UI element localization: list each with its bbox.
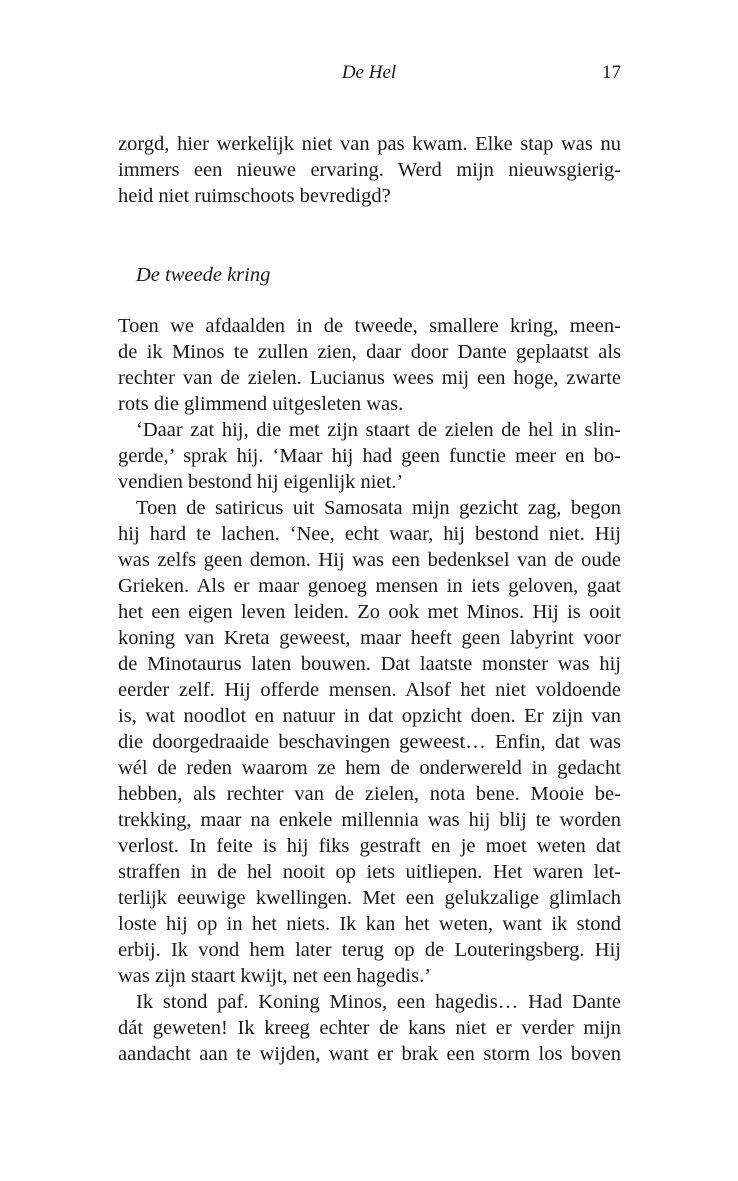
running-title: De Hel — [341, 62, 397, 83]
text-line: ‘Daar zat hij, die met zijn staart de zielen de hel in slin- — [136, 419, 621, 441]
text-line: dát geweten! Ik kreeg echter de kans niet er verder mijn — [118, 1017, 621, 1039]
continuation-paragraph — [118, 131, 621, 209]
text-line: aandacht aan te wijden, want er brak een storm los boven — [118, 1043, 621, 1065]
text-line: zorgd, hier werkelijk niet van pas kwam. Elke stap was nu — [118, 133, 621, 155]
text-line: Toen we afdaalden in de tweede, smallere kring, meen- — [118, 315, 621, 337]
text-line: Grieken. Als er maar genoeg mensen in iets geloven, gaat — [118, 575, 621, 597]
text-line: hij hard te lachen. ‘Nee, echt waar, hij bestond niet. Hij — [118, 523, 621, 545]
page-number: 17 — [602, 62, 621, 83]
text-line: wél de reden waarom ze hem de onderwereld in gedacht — [118, 757, 621, 779]
text-line: immers een nieuwe ervaring. Werd mijn nieuwsgierig- — [118, 159, 621, 181]
text-line: die doorgedraaide beschavingen geweest… Enfin, dat was — [118, 731, 621, 753]
text-line: loste hij op in het niets. Ik kan het weten, want ik stond — [118, 913, 621, 935]
text-line: terlijk eeuwige kwellingen. Met een gelukzalige glimlach — [118, 887, 621, 909]
text-line: was zelfs geen demon. Hij was een bedenksel van de oude — [118, 549, 621, 571]
paragraph — [118, 989, 621, 1067]
section-body — [118, 313, 621, 1067]
text-line: eerder zelf. Hij offerde mensen. Alsof het niet voldoende — [118, 679, 621, 701]
text-line: de Minotaurus laten bouwen. Dat laatste monster was hij — [118, 653, 621, 675]
text-line: verlost. In feite is hij fiks gestraft en je moet weten dat — [118, 835, 621, 857]
section-heading: De tweede kring — [136, 264, 271, 286]
text-line: straffen in de hel nooit op iets uitliepen. Het waren let- — [118, 861, 621, 883]
text-line: gerde,’ sprak hij. ‘Maar hij had geen functie meer en bo- — [118, 445, 621, 467]
text-line: is, wat noodlot en natuur in dat opzicht doen. Er zijn van — [118, 705, 621, 727]
text-line: het een eigen leven leiden. Zo ook met Minos. Hij is ooit — [118, 601, 621, 623]
text-line: koning van Kreta geweest, maar heeft geen labyrint voor — [118, 627, 621, 649]
paragraph — [118, 495, 621, 989]
text-line: rots die glimmend uitgesleten was. — [118, 393, 404, 415]
text-line: vendien bestond hij eigenlijk niet.’ — [118, 471, 404, 493]
paragraph — [118, 417, 621, 495]
text-line: Toen de satiricus uit Samosata mijn gezicht zag, begon — [136, 497, 621, 519]
text-line: heid niet ruimschoots bevredigd? — [118, 185, 391, 207]
text-line: trekking, maar na enkele millennia was hij blij te worden — [118, 809, 621, 831]
text-line: rechter van de zielen. Lucianus wees mij een hoge, zwarte — [118, 367, 621, 389]
text-line: de ik Minos te zullen zien, daar door Dante geplaatst als — [118, 341, 621, 363]
text-line: Ik stond paf. Koning Minos, een hagedis… Had Dante — [136, 991, 621, 1013]
running-head — [0, 60, 738, 86]
paragraph — [118, 313, 621, 417]
text-line: erbij. Ik vond hem later terug op de Louteringsberg. Hij — [118, 939, 621, 961]
text-line: hebben, als rechter van de zielen, nota bene. Mooie be- — [118, 783, 621, 805]
text-line: was zijn staart kwijt, net een hagedis.’ — [118, 965, 432, 987]
